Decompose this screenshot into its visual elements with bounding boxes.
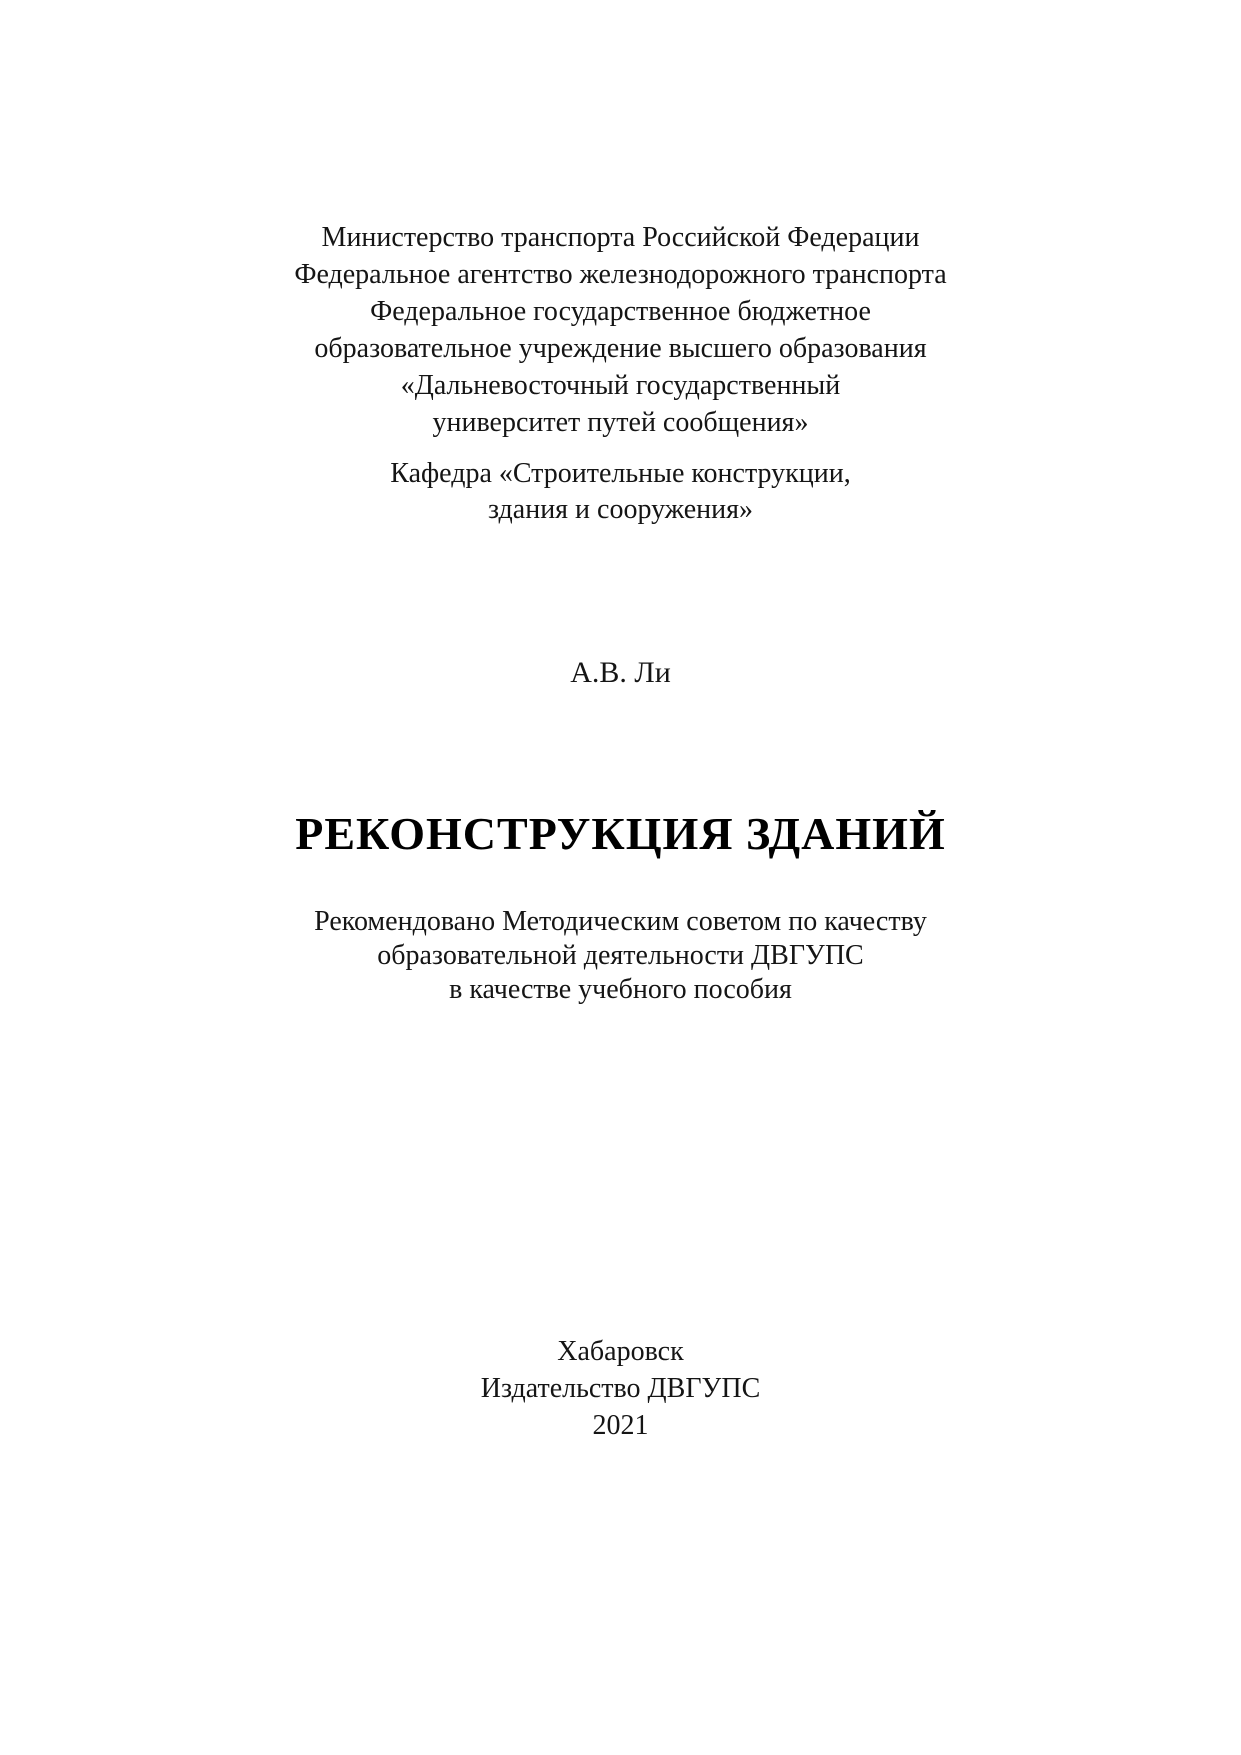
imprint-year: 2021 — [592, 1410, 649, 1441]
recommendation-line: образовательной деятельности ДВГУПС — [377, 940, 864, 971]
organization-line: Федеральное государственное бюджетное — [370, 296, 871, 327]
recommendation-block — [0, 905, 1241, 1007]
recommendation-line: в качестве учебного пособия — [449, 974, 792, 1005]
author-name: А.В. Ли — [570, 656, 671, 689]
imprint-city: Хабаровск — [557, 1336, 684, 1367]
book-title: РЕКОНСТРУКЦИЯ ЗДАНИЙ — [295, 808, 946, 859]
imprint-block — [0, 1333, 1241, 1444]
imprint-publisher: Издательство ДВГУПС — [480, 1373, 761, 1404]
organization-line: Федеральное агентство железнодорожного транспорта — [294, 259, 947, 290]
department-line: здания и сооружения» — [487, 494, 753, 525]
organization-line: Министерство транспорта Российской Федерации — [321, 222, 920, 253]
organization-line: образовательное учреждение высшего образования — [314, 333, 927, 364]
organization-block — [0, 219, 1241, 441]
department-block — [0, 456, 1241, 528]
organization-line: университет путей сообщения» — [432, 407, 809, 438]
recommendation-line: Рекомендовано Методическим советом по качеству — [314, 906, 927, 937]
department-line: Кафедра «Строительные конструкции, — [390, 458, 851, 489]
organization-line: «Дальневосточный государственный — [400, 370, 841, 401]
